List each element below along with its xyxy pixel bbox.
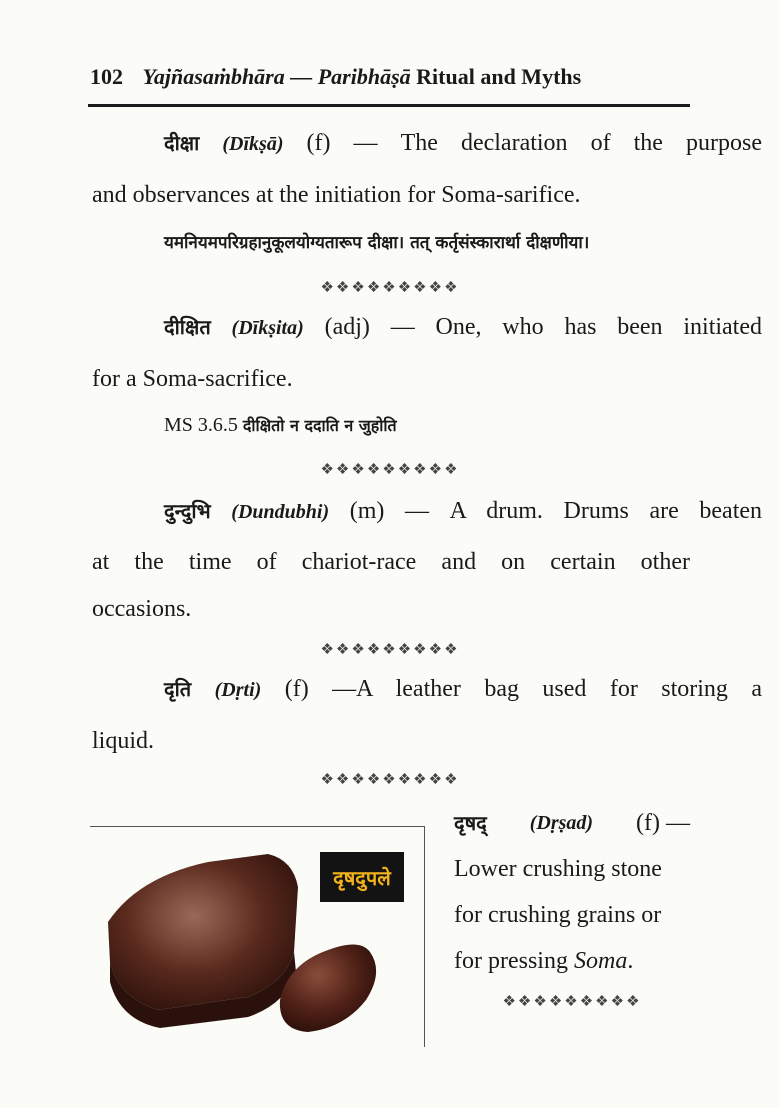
headword-devanagari: दृति: [164, 677, 192, 701]
entry-drsad: [454, 800, 690, 984]
entry-drti: [92, 664, 762, 715]
headword-transliteration: (Dṛṣad): [529, 812, 594, 834]
sanskrit-quote: यमनियमपरिग्रहानुकूलयोग्यतारूप दीक्षा। तत् कर्तृसंस्कारार्था दीक्षणीया।: [164, 233, 590, 253]
headword-transliteration: (Dīkṣita): [231, 317, 304, 339]
entry-italic: Soma: [573, 948, 628, 974]
entry-continuation: for a Soma-sacrifice.: [92, 366, 293, 392]
entry-text: for pressing: [454, 948, 574, 974]
headword-devanagari: दृषद्: [454, 811, 487, 835]
page-header: [90, 64, 690, 90]
citation-text: दीक्षितो न ददाति न जुहोति: [242, 416, 397, 435]
entry-text: (f) — The declaration of the purpose: [306, 130, 762, 156]
ornament-divider: ❖❖❖❖❖❖❖❖❖: [320, 280, 460, 296]
headword-devanagari: दीक्षा: [164, 131, 200, 155]
entry-continuation: liquid.: [92, 728, 155, 754]
headword-devanagari: दुन्दुभि: [164, 499, 211, 523]
figure-label: दृषदुपले: [320, 852, 404, 902]
entry-line: [454, 938, 690, 984]
citation-code: MS 3.6.5: [164, 414, 238, 436]
entry-text: (adj) — One, who has been initiated: [324, 314, 763, 340]
headword-transliteration: (Dundubhi): [231, 501, 330, 523]
running-title-rest: Ritual and Myths: [416, 64, 582, 89]
entry-line: occasions.: [92, 596, 192, 622]
entry-text: .: [627, 948, 634, 974]
ornament-divider: ❖❖❖❖❖❖❖❖❖: [320, 462, 460, 478]
headword-transliteration: (Dṛti): [214, 679, 262, 701]
entry-line: for crushing grains or: [454, 902, 662, 928]
page-number: 102: [90, 64, 123, 89]
ornament-divider: ❖❖❖❖❖❖❖❖❖: [320, 642, 460, 658]
header-rule: [88, 104, 690, 107]
entry-line: Lower crushing stone: [454, 856, 662, 882]
ornament-divider: ❖❖❖❖❖❖❖❖❖: [502, 994, 642, 1010]
citation: [164, 414, 397, 437]
headword-transliteration: (Dīkṣā): [222, 133, 284, 155]
entry-text: (m) — A drum. Drums are beaten: [349, 498, 763, 524]
entry-line: at the time of chariot-race and on certain other: [92, 549, 690, 575]
headword-devanagari: दीक्षित: [164, 315, 211, 339]
entry-diksita: [92, 302, 762, 353]
entry-text: (f) —A leather bag used for storing a: [284, 676, 763, 702]
running-title: Yajñasaṁbhāra — Paribhāṣā: [142, 64, 411, 89]
ornament-divider: ❖❖❖❖❖❖❖❖❖: [320, 772, 460, 788]
entry-continuation: and observances at the initiation for Soma-sarifice.: [92, 182, 581, 208]
entry-diksa: [92, 118, 762, 169]
entry-dundubhi: [92, 486, 762, 537]
entry-gender: (f) —: [636, 810, 690, 836]
